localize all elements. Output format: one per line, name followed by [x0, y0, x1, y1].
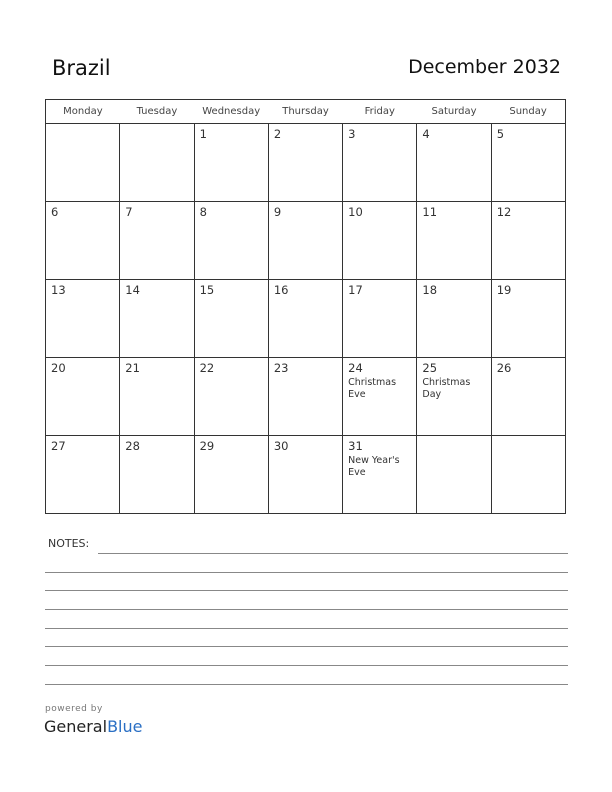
day-number: 25 [422, 361, 438, 375]
day-cell [120, 202, 194, 280]
day-cell [417, 124, 491, 202]
day-cell [194, 202, 268, 280]
day-number: 19 [496, 283, 512, 297]
weekday-header: Wednesday [194, 100, 268, 124]
day-cell [120, 358, 194, 436]
day-number: 2 [273, 127, 282, 141]
day-cell [46, 124, 120, 202]
day-number: 6 [51, 205, 59, 219]
day-cell [268, 124, 342, 202]
day-cell [194, 280, 268, 358]
holiday-label: New Year's Eve [348, 455, 400, 478]
day-number: 31 [348, 439, 363, 453]
day-cell [491, 202, 565, 280]
day-number: 16 [273, 283, 289, 297]
day-cell [343, 436, 417, 514]
day-number: 7 [125, 205, 133, 219]
week-row [46, 280, 566, 358]
note-line [98, 553, 568, 554]
day-cell [46, 202, 120, 280]
day-number: 18 [422, 283, 438, 297]
day-number [492, 436, 565, 439]
holiday-label: Christmas Day [422, 377, 471, 400]
country-title: Brazil [52, 56, 111, 80]
day-number: 14 [125, 283, 140, 297]
note-line [45, 646, 568, 647]
weekday-header: Thursday [268, 100, 342, 124]
calendar-grid [45, 99, 566, 514]
weekday-header: Tuesday [120, 100, 194, 124]
weekday-header: Sunday [491, 100, 565, 124]
day-number: 11 [422, 205, 438, 219]
day-number: 3 [348, 127, 356, 141]
day-number: 12 [496, 205, 512, 219]
day-cell [417, 358, 491, 436]
day-cell [268, 280, 342, 358]
day-number: 26 [496, 361, 512, 375]
day-cell [120, 280, 194, 358]
day-cell [417, 436, 491, 514]
day-number: 28 [125, 439, 140, 453]
day-number: 30 [273, 439, 289, 453]
day-number: 9 [273, 205, 282, 219]
week-row [46, 202, 566, 280]
day-cell [417, 202, 491, 280]
note-line [45, 572, 568, 573]
day-cell [417, 280, 491, 358]
day-cell [268, 202, 342, 280]
day-number: 17 [348, 283, 363, 297]
day-number: 8 [199, 205, 207, 219]
day-cell [491, 358, 565, 436]
note-line [45, 665, 568, 666]
day-number: 24 [348, 361, 363, 375]
logo-general-text: General [44, 717, 108, 736]
day-cell [46, 280, 120, 358]
week-row [46, 358, 566, 436]
day-cell [268, 358, 342, 436]
day-number: 1 [199, 127, 207, 141]
day-cell [120, 124, 194, 202]
day-number: 10 [348, 205, 363, 219]
day-cell [46, 436, 120, 514]
day-number: 21 [125, 361, 140, 375]
day-cell [194, 124, 268, 202]
weekday-header: Saturday [417, 100, 491, 124]
day-cell [491, 280, 565, 358]
note-line [45, 628, 568, 629]
day-cell [120, 436, 194, 514]
day-number [46, 124, 119, 127]
day-number: 4 [422, 127, 430, 141]
weekday-header-row [46, 100, 566, 124]
day-cell [194, 436, 268, 514]
day-cell [491, 124, 565, 202]
powered-by-text: powered by [45, 704, 103, 714]
month-title: December 2032 [408, 56, 561, 78]
day-cell [343, 124, 417, 202]
day-number: 5 [496, 127, 505, 141]
generalblue-logo [44, 717, 142, 736]
day-cell [194, 358, 268, 436]
logo-blue-text: Blue [107, 717, 143, 736]
day-cell [268, 436, 342, 514]
weekday-header: Monday [46, 100, 120, 124]
note-line [45, 609, 568, 610]
notes-label: NOTES: [48, 537, 90, 550]
day-number: 13 [51, 283, 66, 297]
day-cell [343, 202, 417, 280]
day-number [120, 124, 193, 127]
week-row [46, 436, 566, 514]
note-line [45, 684, 568, 685]
week-row [46, 124, 566, 202]
day-number: 23 [273, 361, 289, 375]
day-cell [343, 358, 417, 436]
weekday-header: Friday [343, 100, 417, 124]
day-cell [343, 280, 417, 358]
day-cell [46, 358, 120, 436]
day-number: 29 [199, 439, 215, 453]
day-cell [491, 436, 565, 514]
holiday-label: Christmas Eve [348, 377, 397, 400]
day-number: 15 [199, 283, 215, 297]
note-line [45, 590, 568, 591]
day-number: 22 [199, 361, 215, 375]
day-number: 20 [51, 361, 66, 375]
day-number: 27 [51, 439, 66, 453]
day-number [417, 436, 490, 439]
